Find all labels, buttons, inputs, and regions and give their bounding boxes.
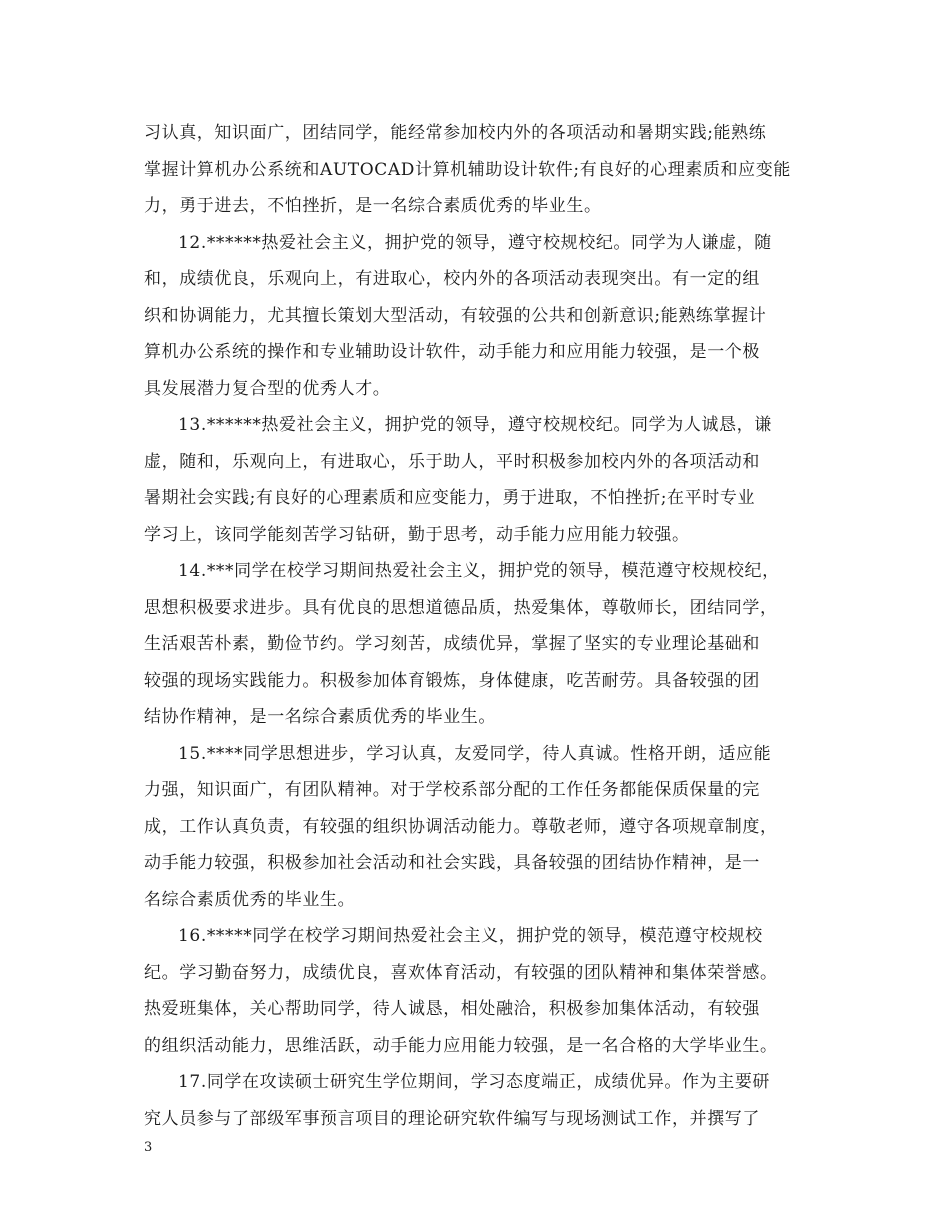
text-line: 虚，随和，乐观向上，有进取心，乐于助人，平时积极参加校内外的各项活动和 (144, 451, 760, 472)
text-line: 纪。学习勤奋努力，成绩优良，喜欢体育活动，有较强的团队精神和集体荣誉感。 (144, 962, 778, 983)
text-line: 织和协调能力，尤其擅长策划大型活动，有较强的公共和创新意识;能熟练掌握计 (144, 305, 767, 326)
text-line: 生活艰苦朴素，勤俭节约。学习刻苦，成绩优异，掌握了坚实的专业理论基础和 (144, 634, 760, 654)
text-line: 的组织活动能力，思维活跃，动手能力应用能力较强，是一名合格的大学毕业生。 (144, 1035, 778, 1056)
body-text (144, 115, 814, 1137)
paragraph-start-12: 12.******热爱社会主义，拥护党的领导，遵守校规校纪。同学为人谦虚，随 (178, 232, 772, 253)
paragraph-start-13: 13.******热爱社会主义，拥护党的领导，遵守校规校纪。同学为人诚恳，谦 (178, 415, 772, 435)
text-line: 具发展潜力复合型的优秀人才。 (144, 378, 391, 399)
text-line: 动手能力较强，积极参加社会活动和社会实践，具备较强的团结协作精神，是一 (144, 853, 760, 873)
text-line: 暑期社会实践;有良好的心理素质和应变能力，勇于进取，不怕挫折;在平时专业 (144, 488, 756, 508)
text-line: 较强的现场实践能力。积极参加体育锻炼，身体健康，吃苦耐劳。具备较强的团 (144, 670, 760, 691)
text-line: 究人员参与了部级军事预言项目的理论研究软件编写与现场测试工作，并撰写了 (144, 1108, 760, 1129)
text-line: 热爱班集体，关心帮助同学，待人诚恳，相处融洽，积极参加集体活动，有较强 (144, 999, 760, 1019)
paragraph-start-15: 15.****同学思想进步，学习认真，友爱同学，待人真诚。性格开朗，适应能 (178, 743, 772, 764)
text-line: 成，工作认真负责，有较强的组织协调活动能力。尊敬老师，遵守各项规章制度， (144, 816, 778, 837)
paragraph-start-17: 17.同学在攻读硕士研究生学位期间，学习态度端正，成绩优异。作为主要研 (178, 1072, 771, 1092)
text-line: 和，成绩优良，乐观向上，有进取心，校内外的各项活动表现突出。有一定的组 (144, 269, 760, 289)
page-number: 3 (144, 1140, 153, 1155)
text-line: 结协作精神，是一名综合素质优秀的毕业生。 (144, 707, 496, 727)
text-line: 学习上，该同学能刻苦学习钻研，勤于思考，动手能力应用能力较强。 (144, 524, 690, 545)
paragraph-start-16: 16.*****同学在校学习期间热爱社会主义，拥护党的领导，模范遵守校规校 (178, 926, 763, 946)
text-line: 思想积极要求进步。具有优良的思想道德品质，热爱集体，尊敬师长，团结同学， (144, 597, 778, 618)
paragraph-start-14: 14.***同学在校学习期间热爱社会主义，拥护党的领导，模范遵守校规校纪， (178, 561, 780, 581)
text-line: 名综合素质优秀的毕业生。 (144, 889, 356, 910)
text-line: 习认真，知识面广，团结同学，能经常参加校内外的各项活动和暑期实践;能熟练 (144, 123, 767, 143)
text-line: 掌握计算机办公系统和AUTOCAD计算机辅助设计软件;有良好的心理素质和应变能 (144, 159, 791, 180)
text-line: 力强，知识面广，有团队精神。对于学校系部分配的工作任务都能保质保量的完 (144, 780, 760, 800)
text-line: 力，勇于进去，不怕挫折，是一名综合素质优秀的毕业生。 (144, 196, 602, 216)
text-line: 算机办公系统的操作和专业辅助设计软件，动手能力和应用能力较强，是一个极 (144, 342, 760, 362)
